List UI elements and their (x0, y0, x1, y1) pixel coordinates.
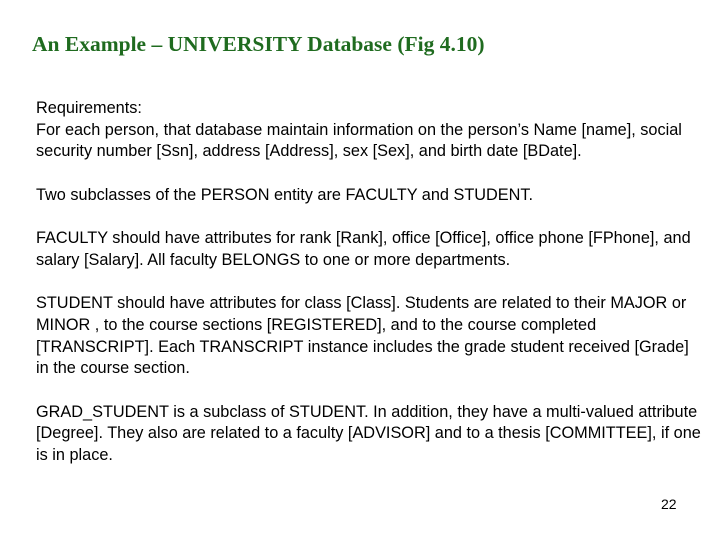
slide-title: An Example – UNIVERSITY Database (Fig 4.10) (32, 32, 485, 56)
student-paragraph: STUDENT should have attributes for class [Class]. Students are related to their MAJOR or MINOR , to the course sections [REGISTERED], and to the course completed [TRANSCRIPT]. Each TRANSCRIPT instance includes the grade student received [Grade] in the course section. (36, 294, 689, 378)
grad-student-paragraph: GRAD_STUDENT is a subclass of STUDENT. In addition, they have a multi-valued attribute [Degree]. They also are related to a faculty [ADVISOR] and to a thesis [COMMITTEE], if one is in place. (36, 402, 701, 465)
subclasses-paragraph: Two subclasses of the PERSON entity are FACULTY and STUDENT. (36, 185, 534, 204)
slide-body (36, 98, 704, 467)
person-requirement-paragraph: For each person, that database maintain information on the person’s Name [name], social security number [Ssn], address [Address], sex [Sex], and birth date [BDate]. (36, 120, 682, 161)
page-number: 22 (661, 496, 677, 512)
requirements-heading: Requirements: (36, 99, 142, 117)
faculty-paragraph: FACULTY should have attributes for rank [Rank], office [Office], office phone [FPhone], and salary [Salary]. All faculty BELONGS to one or more departments. (36, 229, 691, 269)
requirements-block (36, 98, 704, 163)
